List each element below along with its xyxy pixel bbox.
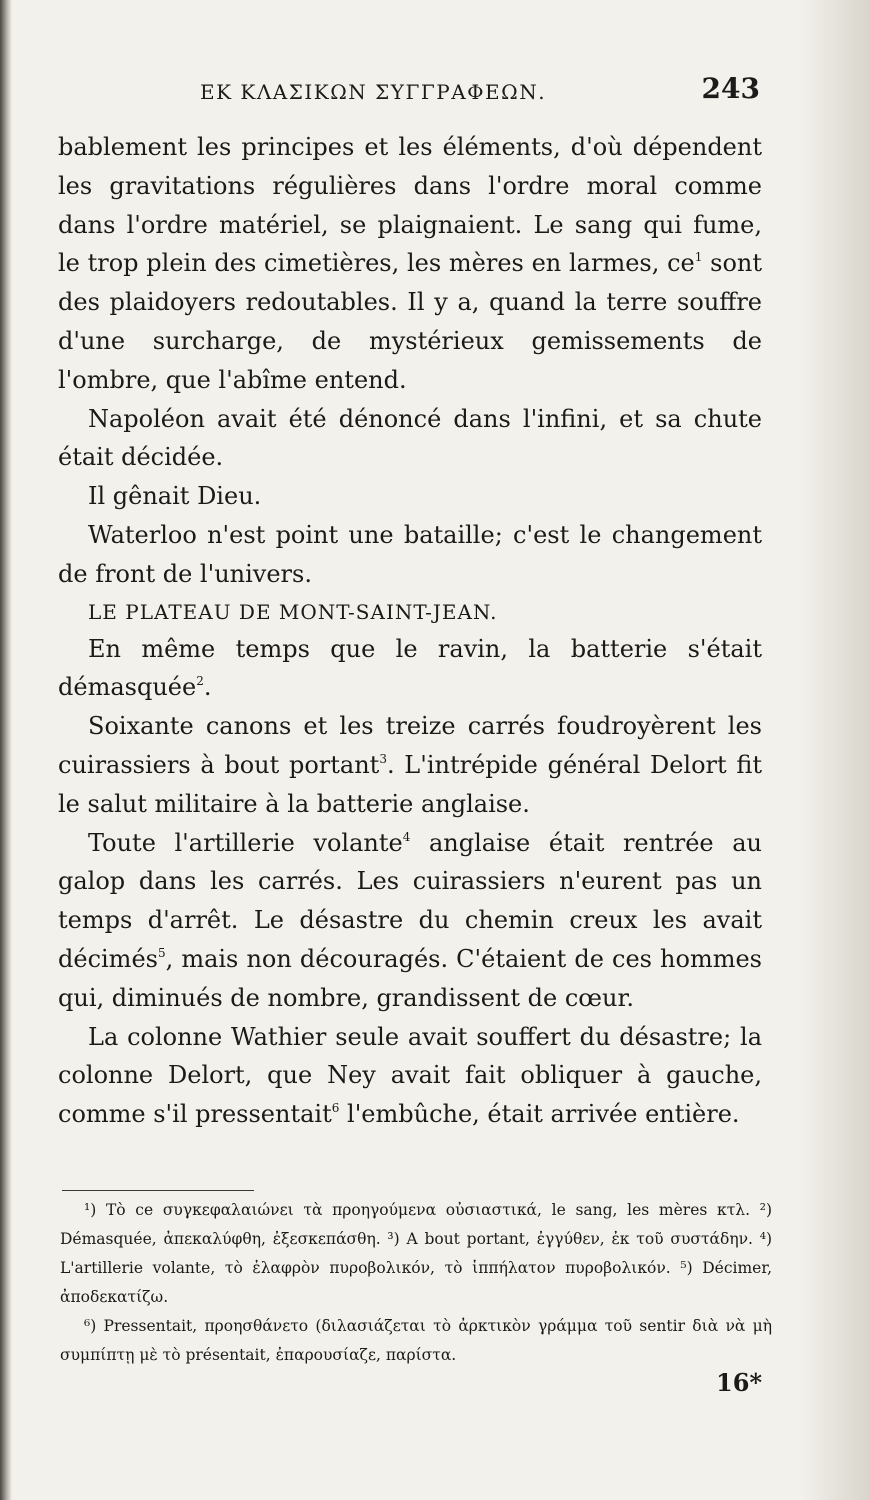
paragraph: Toute l'artillerie volante$^4$ anglaise était rentrée au galop dans les carrés. Les cuirassiers n'eurent pas un temps d'arrêt. Le désastre du chemin creux les avait décimés$^5$, mais non découragés. C'étaient de ces hommes qui, diminués de nombre, grandissent de cœur. [58, 828, 762, 1012]
section-heading: LE PLATEAU DE MONT-SAINT-JEAN. [88, 599, 498, 624]
main-text [58, 128, 762, 1134]
paragraph: bablement les principes et les éléments, d'où dépendent les gravitations régulières dans l'ordre moral comme dans l'ordre matériel, se plaignaient. Le sang qui fume, le trop plein des cimetières, les mères en larmes, $ce^1$ sont des plaidoyers redoutables. Il y a, quand la terre souffre d'une surcharge, de mystérieux gemissements de l'ombre, que l'abîme entend. [58, 133, 762, 394]
footnote-ref: 1 [694, 250, 703, 265]
footnote-ref: 6 [331, 1101, 340, 1116]
footnote-ref: 5 [157, 945, 166, 960]
page-number: 243 [701, 72, 760, 105]
paragraph: Napoléon avait été dénoncé dans l'infini, et sa chute était décidée. [58, 404, 762, 472]
paragraph: En même temps que le ravin, la batterie s'était démasquée$^2$. [58, 634, 762, 702]
footnote-ref: 4 [402, 829, 411, 844]
footnote: ⁶) Pressentait, προησθάνετο (διλασιάζεται τὸ ἀρκτικὸν γράμμα τοῦ sentir διὰ νὰ μὴ συμπίπτῃ μὲ τὸ présentait, ἐπαρουσίαζε, παρίστα. [60, 1317, 772, 1364]
paragraph: Soixante canons et les treize carrés foudroyèrent les cuirassiers à bout portant$^3$. L'intrépide général Delort fit le salut militaire à la batterie anglaise. [58, 712, 763, 818]
paragraph: Waterloo n'est point une bataille; c'est le changement de front de l'univers. [58, 520, 762, 588]
footnote-ref: 3 [379, 751, 387, 766]
paragraph: Il gênait Dieu. [88, 482, 262, 511]
signature-mark: 16* [716, 1368, 762, 1397]
running-title: ΕΚ ΚΛΑΣΙΚΩΝ ΣΥΓΓΡΑΦΕΩΝ. [200, 80, 547, 104]
footnote: ¹) Τὸ ce συγκεφαλαιώνει τὰ προηγούμενα οὐσιαστικά, le sang, les mères κτλ. ²) Démasquée, ἀπεκαλύφθη, ἐξεσκεπάσθη. ³) A bout portant, ἐγγύθεν, ἐκ τοῦ συστάδην. ⁴) L'artillerie volante, τὸ ἐλαφρὸν πυροβολικόν, τὸ ἱππήλατον πυροβολικόν. ⁵) Décimer, ἀποδεκατίζω. [60, 1201, 772, 1306]
page-header [60, 72, 760, 112]
paragraph: La colonne Wathier seule avait souffert du désastre; la colonne Delort, que Ney avait fait obliquer à gauche, comme s'il pressentait$^6$ l'embûche, était arrivée entière. [58, 1022, 762, 1129]
footnotes [60, 1196, 772, 1370]
footnote-rule [62, 1190, 254, 1191]
footnote-ref: 2 [196, 674, 204, 689]
